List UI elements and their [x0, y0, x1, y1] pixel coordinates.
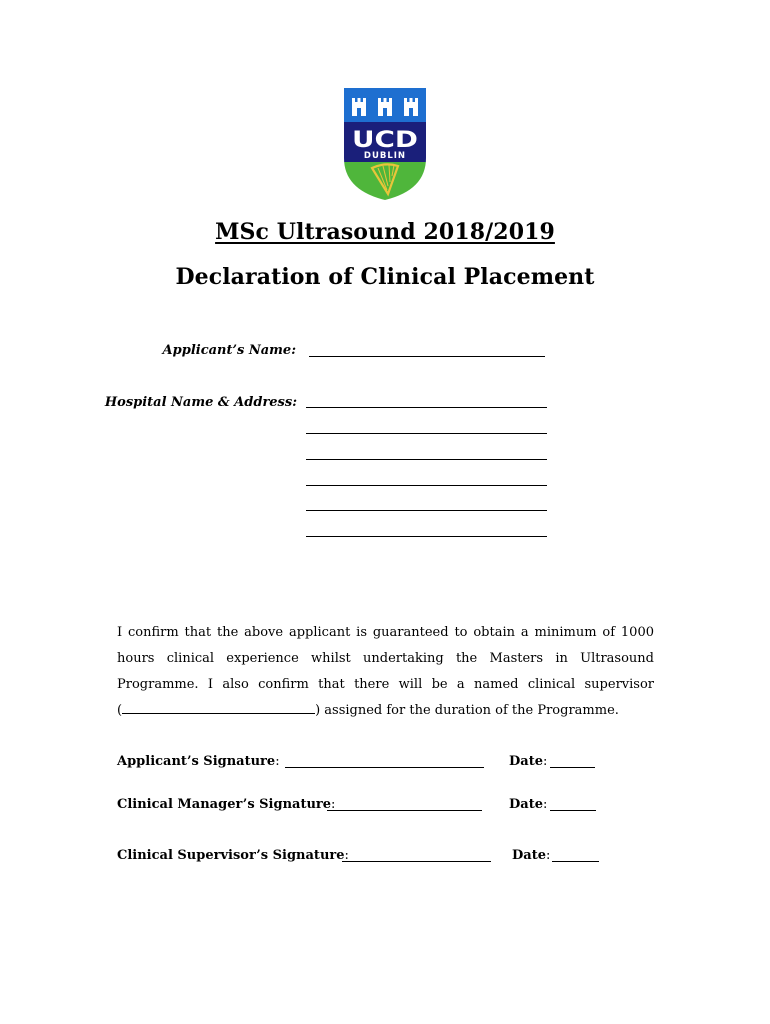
supervisor-date-row [512, 848, 550, 863]
colon: : [344, 848, 349, 863]
supervisor-signature-field[interactable] [342, 861, 491, 862]
supervisor-signature-label: Clinical Supervisor’s Signature [117, 848, 345, 863]
supervisor-signature-row [117, 848, 349, 863]
date-label: Date [512, 848, 546, 863]
colon: : [542, 797, 548, 812]
colon: : [275, 754, 280, 769]
hospital-address-label: Hospital Name & Address: [104, 395, 297, 410]
hospital-address-field-line[interactable] [306, 459, 547, 460]
colon: : [331, 797, 336, 812]
page-title: MSc Ultrasound 2018/2019 [215, 219, 555, 245]
manager-date-row [509, 797, 547, 812]
supervisor-name-field[interactable] [122, 703, 315, 714]
colon: : [545, 848, 551, 863]
page-subtitle: Declaration of Clinical Placement [175, 264, 595, 290]
manager-signature-row [117, 797, 335, 812]
hospital-address-field-line[interactable] [306, 407, 547, 408]
manager-signature-label: Clinical Manager’s Signature [117, 797, 332, 812]
statement-line-end: ) assigned for the duration of the Programme. [315, 703, 619, 718]
supervisor-date-field[interactable] [552, 861, 599, 862]
applicant-signature-row [117, 754, 280, 769]
hospital-address-field-line[interactable] [306, 536, 547, 537]
applicant-name-label: Applicant’s Name: [162, 343, 296, 358]
applicant-date-field[interactable] [550, 767, 595, 768]
hospital-address-field-line[interactable] [306, 510, 547, 511]
applicant-date-row [509, 754, 547, 769]
applicant-signature-field[interactable] [285, 767, 484, 768]
hospital-address-field-line[interactable] [306, 485, 547, 486]
logo-text-dublin: DUBLIN [363, 151, 407, 161]
date-label: Date [509, 754, 543, 769]
statement-line [117, 698, 654, 724]
logo-text-ucd: UCD [352, 128, 418, 153]
applicant-signature-label: Applicant’s Signature [117, 754, 276, 769]
statement-line: Programme. I also confirm that there will be a named clinical supervisor [117, 677, 654, 692]
applicant-name-field[interactable] [309, 356, 545, 357]
hospital-address-field-line[interactable] [306, 433, 547, 434]
manager-signature-field[interactable] [327, 810, 482, 811]
manager-date-field[interactable] [550, 810, 596, 811]
statement-line: I confirm that the above applicant is guaranteed to obtain a minimum of 1000 [117, 625, 654, 640]
statement-paren-open: ( [117, 703, 123, 718]
statement-line: hours clinical experience whilst undertaking the Masters in Ultrasound [117, 651, 654, 666]
date-label: Date [509, 797, 543, 812]
colon: : [542, 754, 548, 769]
ucd-logo [342, 86, 428, 202]
